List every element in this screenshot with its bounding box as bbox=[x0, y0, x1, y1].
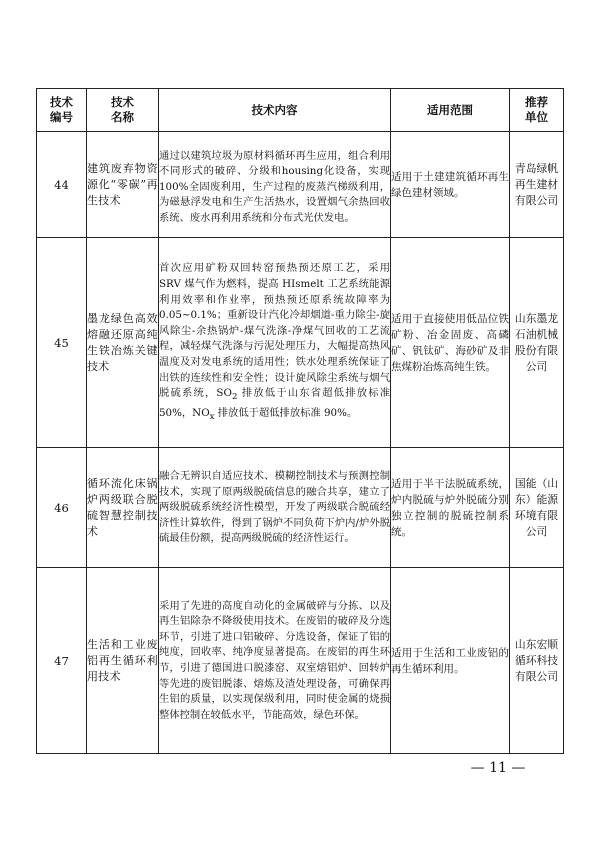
header-scope: 适用范围 bbox=[391, 89, 510, 132]
header-tech-no-line1: 技术 bbox=[50, 95, 73, 109]
nox-subscript: x bbox=[209, 411, 215, 422]
tech-scope: 适用于半干法脱硫系统，炉内脱硫与炉外脱硫分别独立控制的脱硫控制系统。 bbox=[391, 448, 510, 568]
tech-content: 融合无辨识自适应技术、模糊控制技术与预测控制技术，实现了原两级脱硫信息的融合共享，建立了两级脱硫系统经济性模型，开发了两级联合脱硫经济性计算软件，得到了锅炉不同负荷下炉内/炉外脱硫最佳份额，提高两级脱硫的经济性运行。 bbox=[159, 448, 391, 568]
header-unit-line2: 单位 bbox=[525, 110, 548, 124]
table-header-row bbox=[37, 89, 564, 132]
tech-unit: 山东墨龙石油机械股份有限公司 bbox=[510, 238, 564, 448]
tech-scope: 适用于生活和工业废铝的再生循环利用。 bbox=[391, 568, 510, 754]
header-tech-content: 技术内容 bbox=[159, 89, 391, 132]
header-tech-name-line2: 名称 bbox=[111, 110, 134, 124]
so2-subscript: 2 bbox=[231, 392, 238, 403]
table-row bbox=[37, 132, 564, 238]
table-row bbox=[37, 568, 564, 754]
header-tech-name bbox=[87, 89, 159, 132]
header-unit bbox=[510, 89, 564, 132]
header-tech-no-line2: 编号 bbox=[50, 110, 73, 124]
header-tech-name-line1: 技术 bbox=[111, 95, 134, 109]
tech-unit: 青岛绿帆再生建材有限公司 bbox=[510, 132, 564, 238]
tech-no: 44 bbox=[37, 132, 87, 238]
tech-scope: 适用于土建建筑循环再生绿色建材领域。 bbox=[391, 132, 510, 238]
tech-content: 通过以建筑垃圾为原材料循环再生应用，组合利用不同形式的破碎、分级和housing化设备，实现100%全固废利用，生产过程的废蒸汽梯级利用，为磁悬浮发电和生产生活热水，设置烟气余热回收系统、废水再利用系统和分布式光伏发电。 bbox=[159, 132, 391, 238]
tech-scope: 适用于直接使用低品位铁矿粉、冶金固废、高磷矿、钒钛矿、海砂矿及非焦煤粉冶炼高纯生铁。 bbox=[391, 238, 510, 448]
tech-content-text: 首次应用矿粉双回转窑预热预还原工艺，采用 SRV 煤气作为燃料，提高 HIsmelt 工艺系统能源利用效率和作业率，预热预还原系统故障率为 0.05~0.1%；重新设计汽化冷却烟道-重力除尘-旋风除尘-余热锅炉-煤气洗涤-净煤气回收的工艺流程，减轻煤气洗涤与污泥处理压力，大幅提高热风温度及对发电系统的适用性；铁水处理系统保证了出铁的连续性和安全性；设计旋风除尘系统与烟气脱硫系统，SO bbox=[159, 262, 390, 400]
tech-content-text: 排放低于超低排放标准 90%。 bbox=[214, 406, 358, 419]
tech-unit: 山东宏顺循环科技有限公司 bbox=[510, 568, 564, 754]
tech-content bbox=[159, 238, 391, 448]
table-row bbox=[37, 238, 564, 448]
header-tech-no bbox=[37, 89, 87, 132]
page-number: — 11 — bbox=[470, 760, 526, 776]
header-unit-line1: 推荐 bbox=[525, 95, 548, 109]
table-row bbox=[37, 448, 564, 568]
tech-content-text: 排放低于山东省超低排放标准 50%，NO bbox=[159, 387, 390, 419]
tech-unit: 国能（山东）能源环境有限公司 bbox=[510, 448, 564, 568]
tech-no: 47 bbox=[37, 568, 87, 754]
tech-content: 采用了先进的高度自动化的金属破碎与分拣、以及再生铝除杂不降级使用技术。在废铝的破碎及分选环节，引进了进口铝破碎、分选设备，保证了铝的纯度，回收率、纯净度显著提高。在废铝的再生环节，引进了德国进口脱漆窑、双室熔铝炉、回转炉等先进的废铝脱漆、熔炼及渣处理设备，可确保再生铝的质量，以实现保级利用，同时使金属的烧损整体控制在较低水平，节能高效，绿色环保。 bbox=[159, 568, 391, 754]
tech-name: 建筑废弃物资源化“零碳”再生技术 bbox=[87, 132, 159, 238]
tech-no: 46 bbox=[37, 448, 87, 568]
tech-name: 墨龙绿色高效熔融还原高纯生铁冶炼关键技术 bbox=[87, 238, 159, 448]
technology-table bbox=[36, 88, 564, 754]
tech-name: 循环流化床锅炉两级联合脱硫智慧控制技术 bbox=[87, 448, 159, 568]
tech-name: 生活和工业废铝再生循环利用技术 bbox=[87, 568, 159, 754]
tech-no: 45 bbox=[37, 238, 87, 448]
